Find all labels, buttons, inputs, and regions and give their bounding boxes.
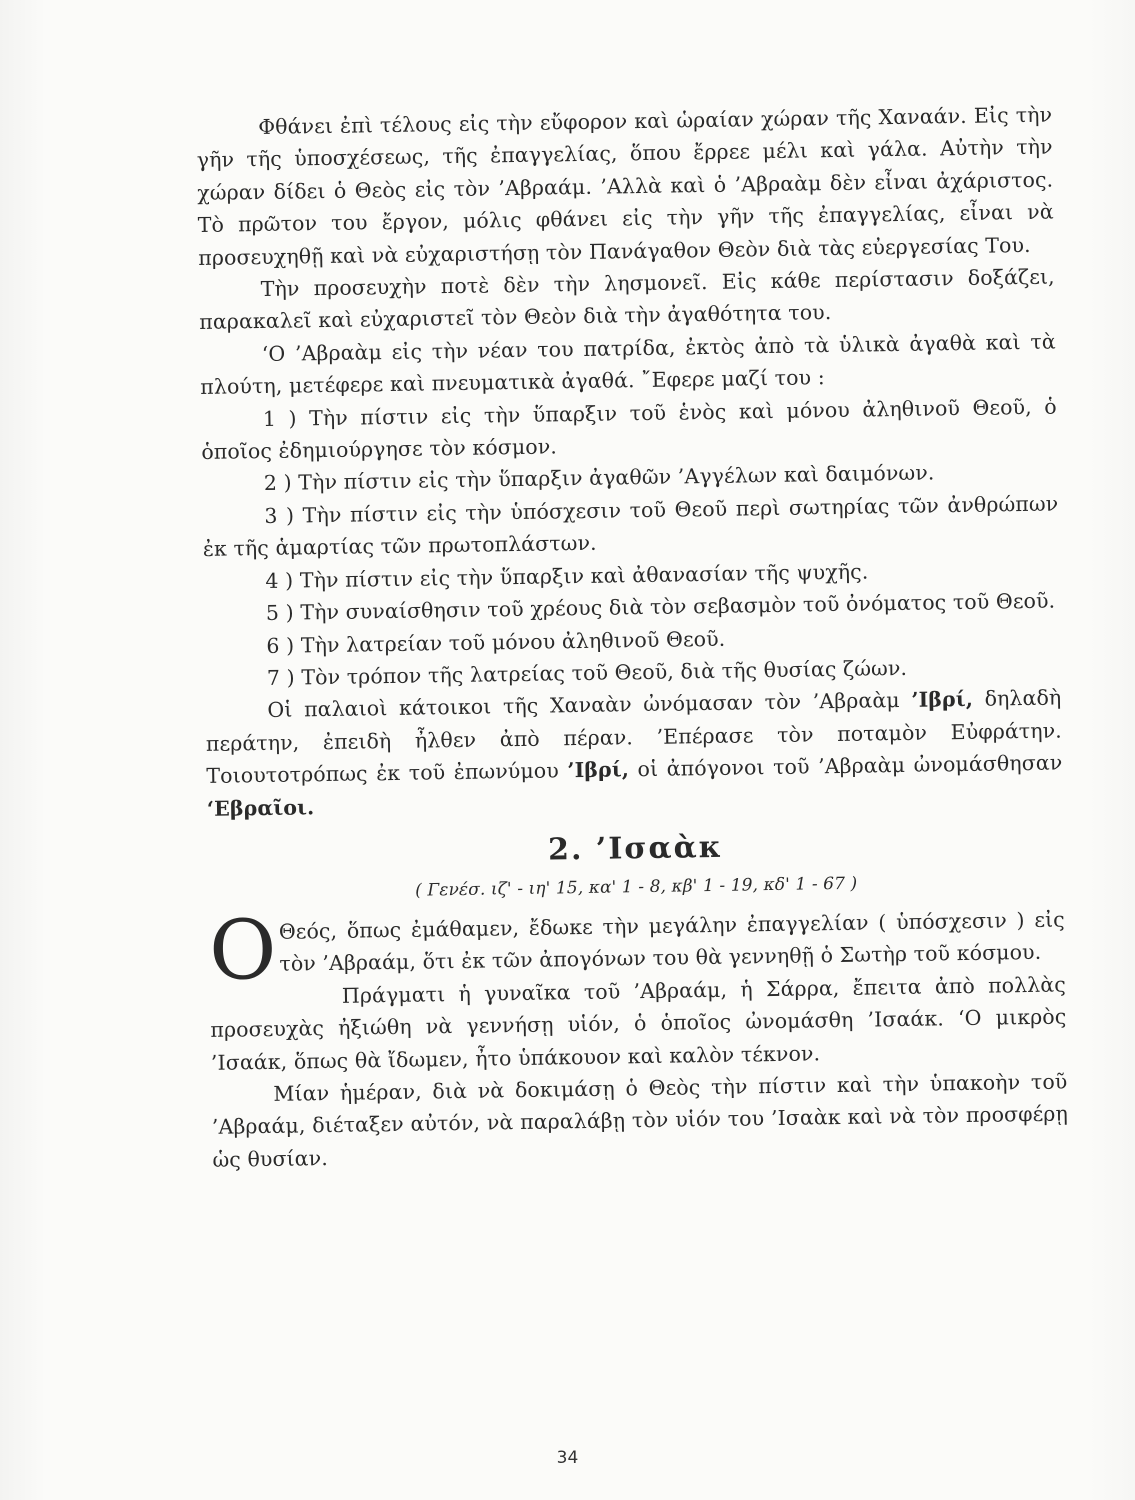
page-number: 34: [556, 1448, 579, 1468]
ibri-text-b: δηλαδὴ περάτην, ἐπειδὴ ἦλθεν ἀπὸ πέραν. ’Επέρασε τὸν ποταμὸν Εὐφράτην. Τοιουτοτρόπως ἐκ τοῦ ἐπωνύμου: [205, 685, 1063, 789]
paragraph-ibri: [205, 682, 1063, 825]
list-item-3: 3 ) Τὴν πίστιν εἰς τὴν ὑπόσχεσιν τοῦ Θεοῦ περὶ σωτηρίας τῶν ἀνθρώπων ἐκ τῆς ἁμαρτίας τῶν πρωτοπλάστων.: [202, 491, 1059, 562]
ibri-term: ’Ιβρί,: [911, 687, 974, 713]
list-item-7: 7 ) Τὸν τρόπον τῆς λατρείας τοῦ Θεοῦ, διὰ τῆς θυσίας ζώων.: [266, 655, 908, 690]
hebrews-term: ‘Εβραῖοι.: [206, 794, 315, 821]
list-item-6: 6 ) Τὴν λατρείαν τοῦ μόνου ἀληθινοῦ Θεοῦ.: [266, 626, 726, 658]
ibri-text-c: οἱ ἀπόγονοι τοῦ ’Αβραὰμ ὠνομάσθησαν: [637, 750, 1063, 782]
drop-cap: Ο: [208, 902, 278, 999]
ibri-text-a: Οἱ παλαιοὶ κάτοικοι τῆς Χαναὰν ὠνόμασαν τὸν ’Αβραὰμ: [267, 688, 900, 723]
list-item-5: 5 ) Τὴν συναίσθησιν τοῦ χρέους διὰ τὸν σεβασμὸν τοῦ ὀνόματος τοῦ Θεοῦ.: [265, 588, 1056, 626]
ibri-term-2: ’Ιβρί,: [567, 757, 630, 783]
paragraph-promise: [208, 902, 1066, 999]
paragraph-test: Μίαν ἡμέραν, διὰ νὰ δοκιμάσῃ ὁ Θεὸς τὴν πίστιν καὶ τὴν ὑπακοὴν τοῦ ’Αβραάμ, διέταξεν αὐτόν, νὰ παραλάβῃ τὸν υἱόν του ’Ισαὰκ καὶ νὰ τὸν προσφέρῃ ὡς θυσίαν.: [211, 1069, 1069, 1172]
list-item-4: 4 ) Τὴν πίστιν εἰς τὴν ὕπαρξιν καὶ ἀθανασίαν τῆς ψυχῆς.: [265, 559, 869, 593]
section-title: 2. ’Ισαὰκ: [547, 829, 724, 868]
scripture-reference: ( Γενέσ. ιζ' - ιη' 15, κα' 1 - 8, κβ' 1 - 19, κδ' 1 - 67 ): [415, 873, 858, 901]
list-item-2: 2 ) Τὴν πίστιν εἰς τὴν ὕπαρξιν ἀγαθῶν ’Αγγέλων καὶ δαιμόνων.: [263, 460, 935, 496]
paragraph-prayer: Τὴν προσευχὴν ποτὲ δὲν τὴν λησμονεῖ. Εἰς κάθε περίστασιν δοξάζει, παρακαλεῖ καὶ εὐχαριστεῖ τὸν Θεὸν διὰ τὴν ἀγαθότητα του.: [199, 264, 1055, 335]
page-text: [196, 99, 1069, 1177]
paragraph-canaan: Φθάνει ἐπὶ τέλους εἰς τὴν εὔφορον καὶ ὡραίαν χώραν τῆς Χαναάν. Εἰς τὴν γῆν τῆς ὑποσχέσεως, τῆς ἐπαγγελίας, ὅπου ἔρρεε μέλι καὶ γάλα. Αὐτὴν τὴν χώραν δίδει ὁ Θεὸς εἰς τὸν ’Αβραάμ. ’Αλλὰ καὶ ὁ ’Αβραὰμ δὲν εἶναι ἀχάριστος. Τὸ πρῶτον του ἔργον, μόλις φθάνει εἰς τὴν γῆν τῆς ἐπαγγελίας, εἶναι νὰ προσευχηθῇ καὶ νὰ εὐχαριστήσῃ τὸν Πανάγαθον Θεὸν διὰ τὰς εὐεργεσίας Του.: [196, 102, 1054, 270]
list-item-1: 1 ) Τὴν πίστιν εἰς τὴν ὕπαρξιν τοῦ ἑνὸς καὶ μόνου ἀληθινοῦ Θεοῦ, ὁ ὁποῖος ἐδημιούργησε τὸν κόσμον.: [201, 394, 1057, 465]
paragraph-sarah: Πράγματι ἡ γυναῖκα τοῦ ’Αβραάμ, ἡ Σάρρα, ἔπειτα ἀπὸ πολλὰς προσευχὰς ἠξιώθη νὰ γεννήσῃ υἱόν, ὁ ὁποῖος ὠνομάσθη ’Ισαάκ. ‘Ο μικρὸς ’Ισαάκ, ὅπως θὰ ἴδωμεν, ἦτο ὑπάκουον καὶ καλὸν τέκνον.: [210, 972, 1067, 1075]
paragraph-spiritual-goods: ‘Ο ’Αβραὰμ εἰς τὴν νέαν του πατρίδα, ἐκτὸς ἀπὸ τὰ ὑλικὰ ἀγαθὰ καὶ τὰ πλούτη, μετέφερε καὶ πνευματικὰ ἀγαθά. ῎Εφερε μαζί του :: [200, 329, 1056, 400]
paragraph-promise-text: Θεός, ὅπως ἐμάθαμεν, ἔδωκε τὴν μεγάλην ἐπαγγελίαν ( ὑπόσχεσιν ) εἰς τὸν ’Αβραάμ, ὅτι ἐκ τῶν ἀπογόνων του θὰ γεννηθῇ ὁ Σωτὴρ τοῦ κόσμου.: [278, 907, 1065, 977]
